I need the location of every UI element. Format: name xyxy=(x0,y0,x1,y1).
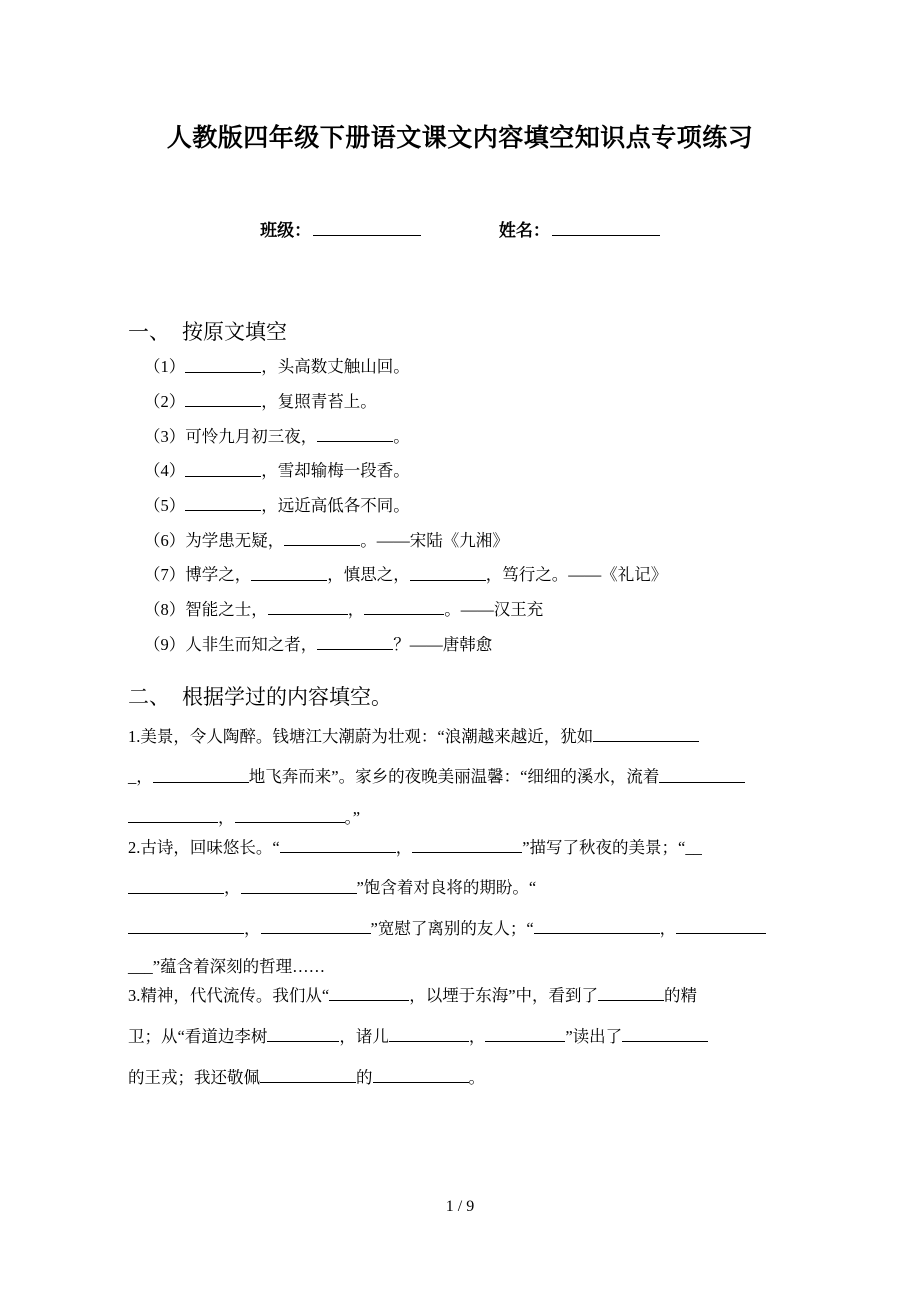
answer-blank[interactable] xyxy=(284,530,360,546)
answer-blank[interactable] xyxy=(185,356,261,372)
answer-blank[interactable] xyxy=(364,599,444,615)
paragraph-text: ”读出了 xyxy=(565,1027,623,1047)
paragraph-text: ，以堙于东海”中，看到了 xyxy=(409,986,599,1006)
answer-blank[interactable] xyxy=(260,1067,356,1083)
class-label: 班级： xyxy=(260,221,312,241)
answer-blank[interactable] xyxy=(128,918,244,934)
class-field xyxy=(260,216,421,241)
item-text: ，复照青苔上。 xyxy=(261,392,377,412)
section-1-number: 一、 xyxy=(128,320,170,344)
paragraph-text: ，诸儿 xyxy=(339,1027,389,1047)
item-text-mid: ，慎思之， xyxy=(327,565,410,585)
section-2-number: 二、 xyxy=(128,685,170,710)
name-label: 姓名： xyxy=(498,221,550,241)
answer-blank[interactable] xyxy=(373,1067,469,1083)
paragraph-text: ， xyxy=(218,808,235,828)
item-number: （5） xyxy=(144,496,186,516)
paragraph-line xyxy=(128,726,783,746)
paragraph-line xyxy=(128,1067,783,1087)
answer-blank[interactable] xyxy=(268,599,348,615)
list-item xyxy=(128,634,783,654)
item-number: （9） xyxy=(144,634,186,654)
name-field xyxy=(499,216,660,241)
section-2-title: 根据学过的内容填空。 xyxy=(182,685,392,710)
answer-blank[interactable] xyxy=(185,460,261,476)
answer-blank[interactable] xyxy=(593,726,699,742)
page-title: 人教版四年级下册语文课文内容填空知识点专项练习 xyxy=(166,123,754,152)
paragraph-text: 精神，代代流传。我们从“ xyxy=(140,986,330,1006)
item-text-tail: ？——唐韩愈 xyxy=(393,634,493,654)
item-number: （4） xyxy=(144,461,186,481)
paragraph-text: ”饱含着对良将的期盼。“ xyxy=(356,878,537,898)
paragraph-number: 2. xyxy=(128,837,141,857)
answer-blank[interactable] xyxy=(317,634,393,650)
list-item xyxy=(128,599,783,619)
paragraph-text: 地飞奔而来”。家乡的夜晚美丽温馨：“细细的溪水，流着 xyxy=(248,767,660,787)
answer-blank[interactable] xyxy=(534,918,660,934)
answer-blank[interactable] xyxy=(598,985,664,1001)
answer-blank[interactable] xyxy=(261,918,371,934)
paragraph-text: ， xyxy=(659,919,677,939)
list-item xyxy=(128,530,783,550)
paragraph-text: ， xyxy=(224,878,241,898)
paragraph-line xyxy=(128,837,783,857)
item-text: 可怜九月初三夜， xyxy=(185,426,318,446)
item-text: 人非生而知之者， xyxy=(185,634,318,654)
section-1-items xyxy=(128,356,783,653)
answer-blank[interactable] xyxy=(267,1026,339,1042)
paragraph-text: 的王戎；我还敬佩 xyxy=(128,1067,260,1087)
answer-blank[interactable] xyxy=(389,1026,469,1042)
answer-blank[interactable] xyxy=(412,837,522,853)
paragraph-2 xyxy=(128,837,783,976)
paragraph-line xyxy=(128,766,783,786)
item-text: ，雪却输梅一段香。 xyxy=(261,461,410,481)
document-body xyxy=(128,318,783,1096)
item-number: （2） xyxy=(144,392,186,412)
item-text: 博学之， xyxy=(185,565,252,585)
answer-blank[interactable] xyxy=(485,1026,565,1042)
paragraph-line xyxy=(128,985,783,1005)
paragraph-1 xyxy=(128,726,783,827)
paragraph-line xyxy=(128,807,783,827)
answer-blank[interactable] xyxy=(329,985,409,1001)
item-text-tail: 。 xyxy=(393,426,410,446)
item-text-mid: ， xyxy=(347,600,365,620)
paragraph-text: ， xyxy=(395,837,413,857)
student-info-row xyxy=(0,216,920,241)
page-footer: 1 / 9 xyxy=(445,1198,475,1215)
answer-blank[interactable] xyxy=(241,877,357,893)
paragraph-number: 3. xyxy=(128,986,141,1006)
answer-blank[interactable] xyxy=(185,495,261,511)
item-text: ，头高数丈触山回。 xyxy=(261,357,410,377)
section-2-heading xyxy=(128,683,783,711)
item-text-tail: 。——宋陆《九湘》 xyxy=(360,530,509,550)
paragraph-text: ”描写了秋夜的美景；“__ xyxy=(522,837,702,857)
paragraph-line xyxy=(128,918,783,938)
paragraph-text: ， xyxy=(468,1027,486,1047)
paragraph-text: _， xyxy=(128,767,153,787)
answer-blank[interactable] xyxy=(153,766,249,782)
answer-blank[interactable] xyxy=(235,807,345,823)
answer-blank[interactable] xyxy=(676,918,766,934)
class-blank[interactable] xyxy=(313,219,421,236)
item-text-tail: ，笃行之。——《礼记》 xyxy=(485,565,668,585)
paragraph-3 xyxy=(128,985,783,1086)
list-item xyxy=(128,495,783,515)
answer-blank[interactable] xyxy=(128,807,218,823)
paragraph-text: 。 xyxy=(468,1067,485,1087)
paragraph-text: 。” xyxy=(344,808,361,828)
section-1-title: 按原文填空 xyxy=(182,320,287,344)
item-text: 为学患无疑， xyxy=(185,530,285,550)
answer-blank[interactable] xyxy=(622,1026,708,1042)
name-blank[interactable] xyxy=(552,219,660,236)
item-number: （1） xyxy=(144,357,186,377)
answer-blank[interactable] xyxy=(251,564,327,580)
item-number: （8） xyxy=(144,600,186,620)
answer-blank[interactable] xyxy=(317,426,393,442)
answer-blank[interactable] xyxy=(185,391,261,407)
paragraph-line xyxy=(128,877,783,897)
item-number: （7） xyxy=(144,565,186,585)
answer-blank[interactable] xyxy=(280,837,396,853)
paragraph-text: 卫；从“看道边李树 xyxy=(128,1027,268,1047)
paragraph-text: 的 xyxy=(356,1067,373,1087)
item-text-tail: 。——汉王充 xyxy=(444,600,544,620)
paragraph-text: ___”蕴含着深刻的哲理…… xyxy=(128,956,326,976)
paragraph-line xyxy=(128,956,783,976)
list-item xyxy=(128,564,783,584)
answer-blank[interactable] xyxy=(410,564,486,580)
paragraph-line xyxy=(128,1026,783,1046)
paragraph-number: 1. xyxy=(128,726,141,746)
item-number: （3） xyxy=(144,426,186,446)
item-text: ，远近高低各不同。 xyxy=(261,496,410,516)
section-1-heading xyxy=(128,318,783,346)
paragraph-text: ， xyxy=(244,919,261,939)
paragraph-text: 美景，令人陶醉。钱塘江大潮蔚为壮观：“浪潮越来越近，犹如 xyxy=(140,726,594,746)
list-item xyxy=(128,426,783,446)
item-text: 智能之士， xyxy=(185,600,268,620)
paragraph-text: ”宽慰了离别的友人；“ xyxy=(370,919,534,939)
list-item xyxy=(128,356,783,376)
list-item xyxy=(128,391,783,411)
list-item xyxy=(128,460,783,480)
paragraph-text: 的精 xyxy=(664,986,698,1006)
item-number: （6） xyxy=(144,530,186,550)
answer-blank[interactable] xyxy=(659,766,745,782)
answer-blank[interactable] xyxy=(128,877,224,893)
paragraph-text: 古诗，回味悠长。“ xyxy=(140,837,280,857)
